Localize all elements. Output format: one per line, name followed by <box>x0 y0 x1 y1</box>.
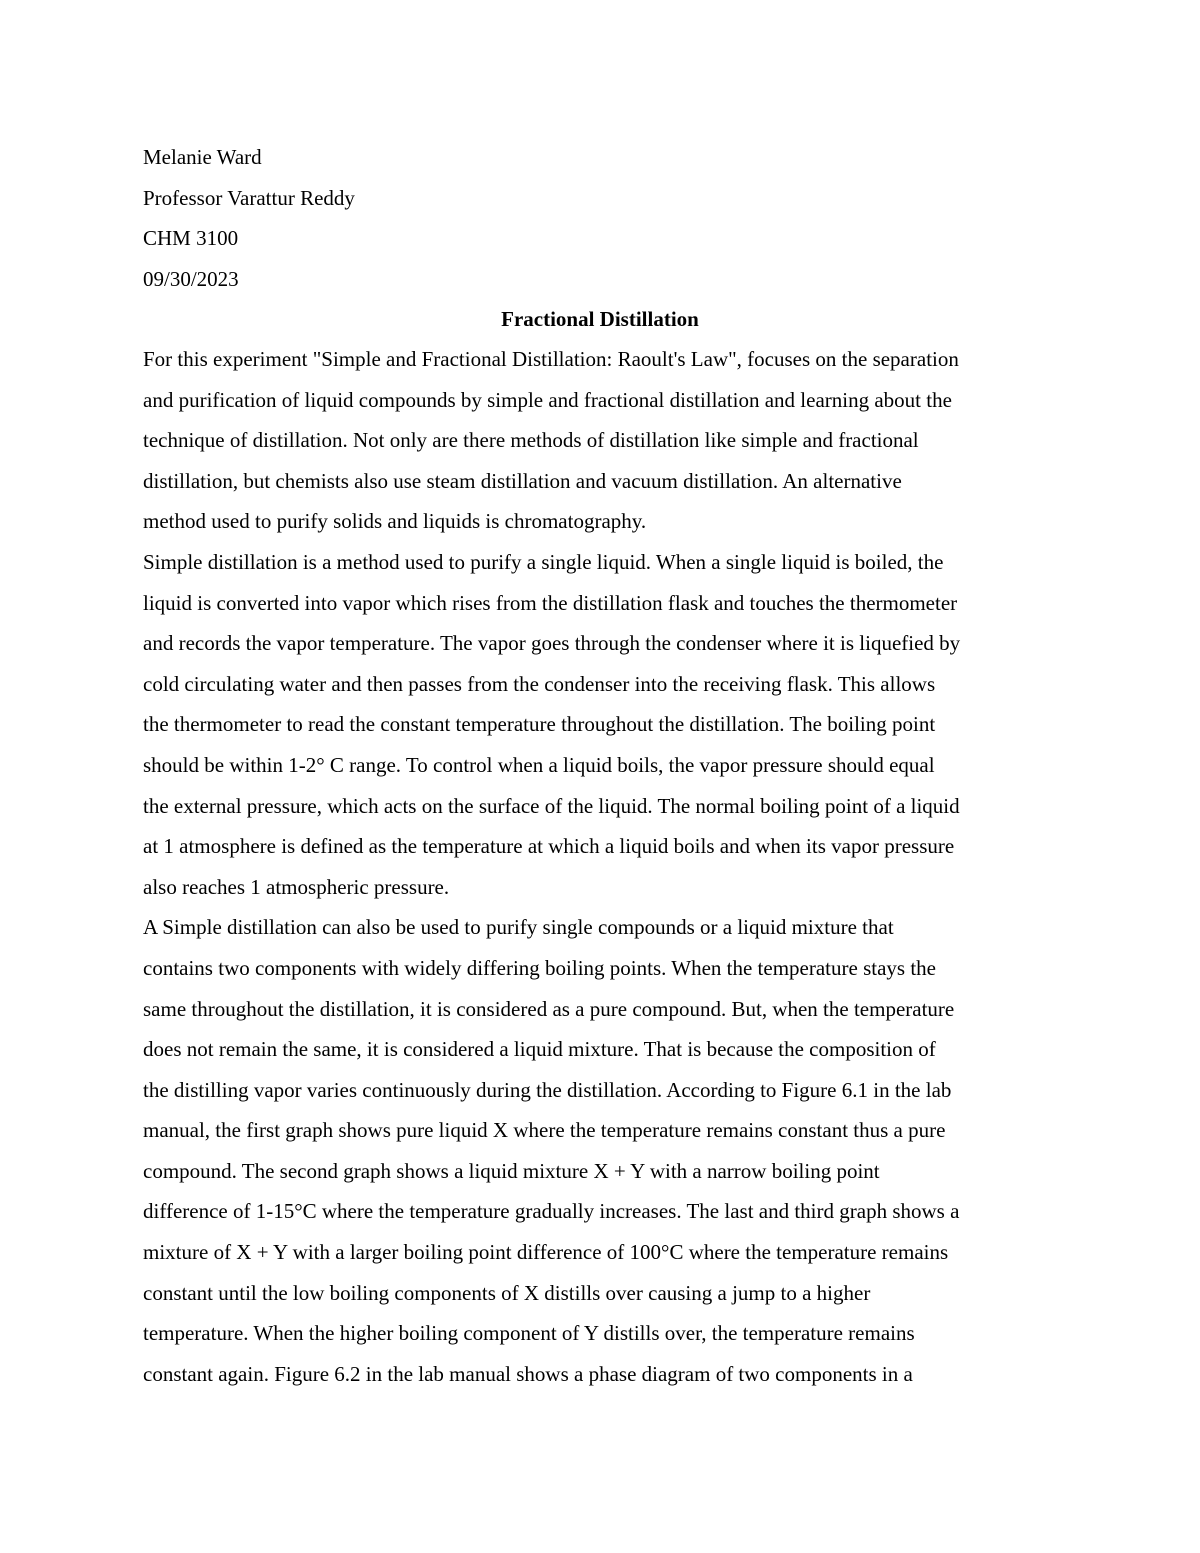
body-line: technique of distillation. Not only are there methods of distillation like simple and fractional <box>143 428 919 453</box>
body-line: the distilling vapor varies continuously during the distillation. According to Figure 6.1 in the lab <box>143 1077 952 1102</box>
body-text <box>143 342 1073 1397</box>
body-line: Simple distillation is a method used to purify a single liquid. When a single liquid is boiled, the <box>143 549 944 574</box>
date: 09/30/2023 <box>143 266 239 291</box>
body-line: mixture of X + Y with a larger boiling point difference of 100°C where the temperature remains <box>143 1240 949 1265</box>
professor-name: Professor Varattur Reddy <box>143 185 355 210</box>
body-line: For this experiment "Simple and Fractional Distillation: Raoult's Law", focuses on the separation <box>143 347 959 371</box>
body-line: at 1 atmosphere is defined as the temperature at which a liquid boils and when its vapor pressure <box>143 834 955 859</box>
author-name: Melanie Ward <box>143 145 262 169</box>
body-line: difference of 1-15°C where the temperature gradually increases. The last and third graph shows a <box>143 1199 960 1224</box>
body-line: method used to purify solids and liquids is chromatography. <box>143 509 647 534</box>
body-line: A Simple distillation can also be used to purify single compounds or a liquid mixture that <box>143 915 894 940</box>
body-line: the external pressure, which acts on the surface of the liquid. The normal boiling point of a liquid <box>143 793 960 818</box>
body-line: and records the vapor temperature. The vapor goes through the condenser where it is liquefied by <box>143 631 961 656</box>
body-line: constant again. Figure 6.2 in the lab manual shows a phase diagram of two components in a <box>143 1361 913 1386</box>
body-line: cold circulating water and then passes from the condenser into the receiving flask. This allows <box>143 671 936 696</box>
body-line: distillation, but chemists also use steam distillation and vacuum distillation. An alternative <box>143 468 902 493</box>
body-line: liquid is converted into vapor which rises from the distillation flask and touches the thermometer <box>143 590 958 615</box>
body-line: manual, the first graph shows pure liquid X where the temperature remains constant thus a pure <box>143 1118 946 1143</box>
body-line: constant until the low boiling components of X distills over causing a jump to a higher <box>143 1280 871 1305</box>
body-line: also reaches 1 atmospheric pressure. <box>143 874 450 899</box>
body-line: does not remain the same, it is considered a liquid mixture. That is because the composition of <box>143 1037 936 1062</box>
body-line: the thermometer to read the constant temperature throughout the distillation. The boiling point <box>143 712 936 737</box>
body-line: and purification of liquid compounds by simple and fractional distillation and learning about the <box>143 387 952 412</box>
body-line: contains two components with widely differing boiling points. When the temperature stays the <box>143 955 936 980</box>
body-line: temperature. When the higher boiling component of Y distills over, the temperature remains <box>143 1321 915 1346</box>
course-code: CHM 3100 <box>143 226 239 250</box>
body-line: should be within 1-2° C range. To control when a liquid boils, the vapor pressure should equal <box>143 752 935 777</box>
document-title: Fractional Distillation <box>501 307 699 331</box>
header-block <box>143 140 355 302</box>
body-line: same throughout the distillation, it is considered as a pure compound. But, when the temperature <box>143 996 955 1021</box>
body-line: compound. The second graph shows a liquid mixture X + Y with a narrow boiling point <box>143 1158 880 1183</box>
